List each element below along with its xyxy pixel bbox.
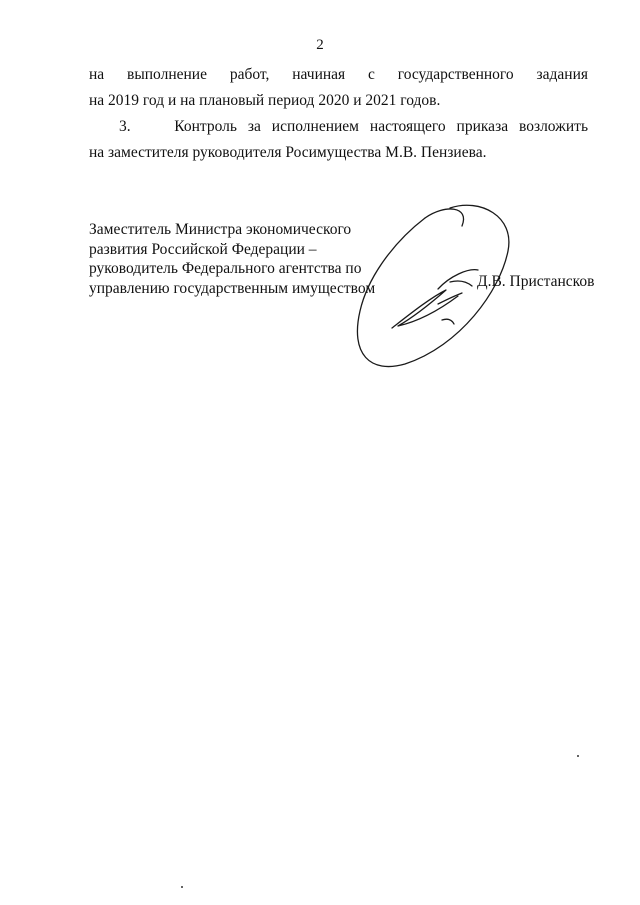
signer-name: Д.В. Пристансков (477, 273, 595, 290)
scan-speck (181, 886, 183, 888)
paragraph-item-3 (89, 114, 588, 166)
scan-speck (577, 755, 579, 757)
signatory-position-line: управлению государственным имуществом (89, 279, 376, 297)
paragraph-continuation (89, 62, 588, 114)
signatory-position (89, 220, 389, 298)
paragraph-line: на заместителя руководителя Росимущества М.В. Пензиева. (89, 144, 487, 161)
page-number: 2 (316, 37, 324, 53)
paragraph-line (89, 114, 588, 140)
item-number: 3. (119, 118, 131, 135)
signatory-position-line: руководитель Федерального агентства по (89, 260, 362, 277)
paragraph-line: на 2019 год и на плановый период 2020 и 2021 годов. (89, 92, 441, 109)
paragraph-line-text: Контроль за исполнением настоящего приказа возложить (174, 118, 589, 135)
signatory-position-line: Заместитель Министра экономического (89, 221, 352, 238)
signatory-position-line: развития Российской Федерации – (89, 240, 317, 258)
paragraph-line: на выполнение работ, начиная с государственного задания (89, 66, 588, 83)
